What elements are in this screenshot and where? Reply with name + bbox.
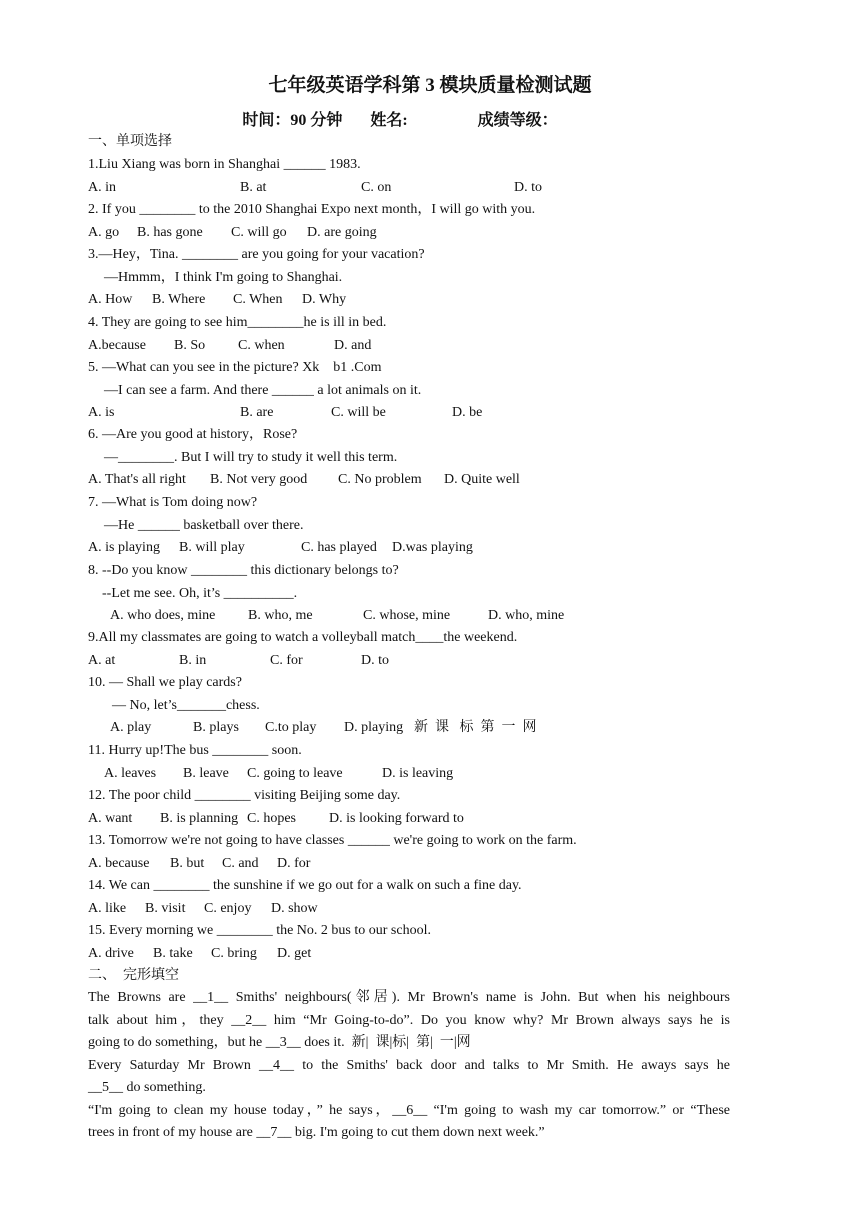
answer-option: C. will be <box>331 405 386 420</box>
question-dialogue-line: —I can see a farm. And there ______ a lot animals on it. <box>104 382 422 398</box>
answer-option: D. are going <box>307 224 377 240</box>
watermark-text: 新 课 标 第 一 网 <box>414 720 537 735</box>
answer-option: D. get <box>277 945 312 961</box>
answer-option: A. is <box>88 405 115 420</box>
answer-option: C. for <box>270 652 303 668</box>
answer-option: D. show <box>271 900 318 916</box>
question-stem: 11. Hurry up!The bus ________ soon. <box>88 743 302 758</box>
answer-option: D. to <box>514 179 542 195</box>
question-stem: 10. — Shall we play cards? <box>88 675 242 690</box>
question-stem: 4. They are going to see him________he is ill in bed. <box>88 315 387 330</box>
answer-option: B. leave <box>183 765 229 781</box>
answer-option: B. visit <box>145 900 186 916</box>
answer-option: A. who does, mine <box>110 608 216 623</box>
answer-option: C. when <box>238 337 285 353</box>
cloze-line: Every Saturday Mr Brown __4__ to the Smiths' back door and talks to Mr Smith. He aways says he <box>88 1058 730 1073</box>
exam-info-line <box>0 108 800 134</box>
question-stem: 13. Tomorrow we're not going to have classes ______ we're going to work on the farm. <box>88 833 577 848</box>
answer-option: B. Where <box>152 292 206 307</box>
score-grade-label: 成绩等级： <box>477 112 558 129</box>
answer-option: C. has played <box>301 540 377 555</box>
answer-option: B. is planning <box>160 810 239 826</box>
answer-option: C. No problem <box>338 472 422 487</box>
answer-option: D. who, mine <box>488 608 565 623</box>
answer-option: C. hopes <box>247 810 296 826</box>
answer-option: B. plays <box>193 720 239 735</box>
answer-option: D. be <box>452 405 483 420</box>
cloze-line: going to do something，but he __3__ does it. 新| 课|标| 第| 一|网 <box>88 1035 471 1050</box>
answer-option: A. drive <box>88 945 134 961</box>
answer-option: C. When <box>233 292 283 307</box>
answer-option: B. has gone <box>137 224 203 240</box>
answer-option: C. bring <box>211 945 257 961</box>
cloze-line: The Browns are __1__ Smiths' neighbours(邻居). Mr Brown's name is John. But when his neighbours <box>88 990 730 1005</box>
answer-option: D. is looking forward to <box>329 810 464 826</box>
answer-option: A. want <box>88 810 133 826</box>
question-dialogue-line: —He ______ basketball over there. <box>104 517 304 533</box>
exam-time: 时间：90 分钟 <box>242 112 343 129</box>
answer-option: A. go <box>88 224 120 240</box>
answer-option: D. Why <box>302 292 347 307</box>
answer-option: A.because <box>88 337 146 353</box>
question-stem: 9.All my classmates are going to watch a volleyball match____the weekend. <box>88 630 518 645</box>
answer-option: D. is leaving <box>382 765 454 781</box>
answer-option: A. in <box>88 179 116 195</box>
answer-option: B. are <box>240 405 274 420</box>
question-stem: 2. If you ________ to the 2010 Shanghai Expo next month，I will go with you. <box>88 202 536 217</box>
question-dialogue-line: — No, let’s_______chess. <box>112 697 260 713</box>
question-stem: 14. We can ________ the sunshine if we go out for a walk on such a fine day. <box>88 878 522 893</box>
cloze-line: __5__ do something. <box>88 1080 206 1095</box>
question-stem: 1.Liu Xiang was born in Shanghai ______ 1983. <box>88 157 361 172</box>
answer-option: C. will go <box>231 224 287 240</box>
question-stem: 5. —What can you see in the picture? Xk b1 .Com <box>88 360 382 375</box>
question-stem: 7. —What is Tom doing now? <box>88 495 258 510</box>
answer-option: A. leaves <box>104 765 157 781</box>
answer-option: A. is playing <box>88 540 160 555</box>
answer-option: A. play <box>110 720 152 735</box>
question-dialogue-line: —________. But I will try to study it well this term. <box>104 449 398 465</box>
question-dialogue-line: --Let me see. Oh, it’s __________. <box>102 585 298 601</box>
answer-option: D. and <box>334 337 372 353</box>
question-stem: 15. Every morning we ________ the No. 2 bus to our school. <box>88 923 431 938</box>
page-title: 七年级英语学科第 3 模块质量检测试题 <box>268 75 592 96</box>
answer-option: C. on <box>361 179 392 195</box>
answer-option: A. at <box>88 652 116 668</box>
answer-option: C. enjoy <box>204 900 252 916</box>
answer-option: B. in <box>179 652 207 668</box>
cloze-line: “I'm going to clean my house today，” he says，__6__ “I'm going to wash my car tomorrow.” or “These <box>88 1103 730 1118</box>
section-heading-cloze: 二、 完形填空 <box>88 968 179 983</box>
question-stem: 6. —Are you good at history，Rose? <box>88 427 298 442</box>
answer-option: C. and <box>222 855 259 871</box>
answer-option: B. will play <box>179 540 245 555</box>
answer-option: C.to play <box>265 720 317 735</box>
answer-option: C. going to leave <box>247 765 343 781</box>
answer-option: A. How <box>88 292 133 307</box>
section-heading-single-choice: 一、单项选择 <box>88 134 172 149</box>
question-stem: 12. The poor child ________ visiting Beijing some day. <box>88 788 401 803</box>
answer-option: D. for <box>277 855 311 871</box>
answer-option: B. Not very good <box>210 472 308 487</box>
question-dialogue-line: —Hmmm，I think I'm going to Shanghai. <box>104 269 343 285</box>
answer-option: B. at <box>240 179 267 195</box>
answer-option: A. because <box>88 855 150 871</box>
question-stem: 3.—Hey，Tina. ________ are you going for your vacation? <box>88 247 425 262</box>
answer-option: B. who, me <box>248 608 313 623</box>
cloze-line: talk about him，they __2__ him “Mr Going-to-do”. Do you know why? Mr Brown always says he is <box>88 1013 730 1028</box>
question-stem: 8. --Do you know ________ this dictionary belongs to? <box>88 563 399 578</box>
answer-option: D. playing <box>344 720 404 735</box>
answer-option: C. whose, mine <box>363 608 451 623</box>
answer-option: D. to <box>361 652 389 668</box>
answer-option: B. but <box>170 855 205 871</box>
answer-option: D. Quite well <box>444 472 520 487</box>
answer-option: B. take <box>153 945 193 961</box>
answer-option: D.was playing <box>392 540 473 555</box>
student-name-label: 姓名: <box>370 112 408 129</box>
answer-option: A. That's all right <box>88 472 186 487</box>
cloze-line: trees in front of my house are __7__ big. I'm going to cut them down next week.” <box>88 1125 545 1140</box>
answer-option: A. like <box>88 900 127 916</box>
answer-option: B. So <box>174 337 206 353</box>
